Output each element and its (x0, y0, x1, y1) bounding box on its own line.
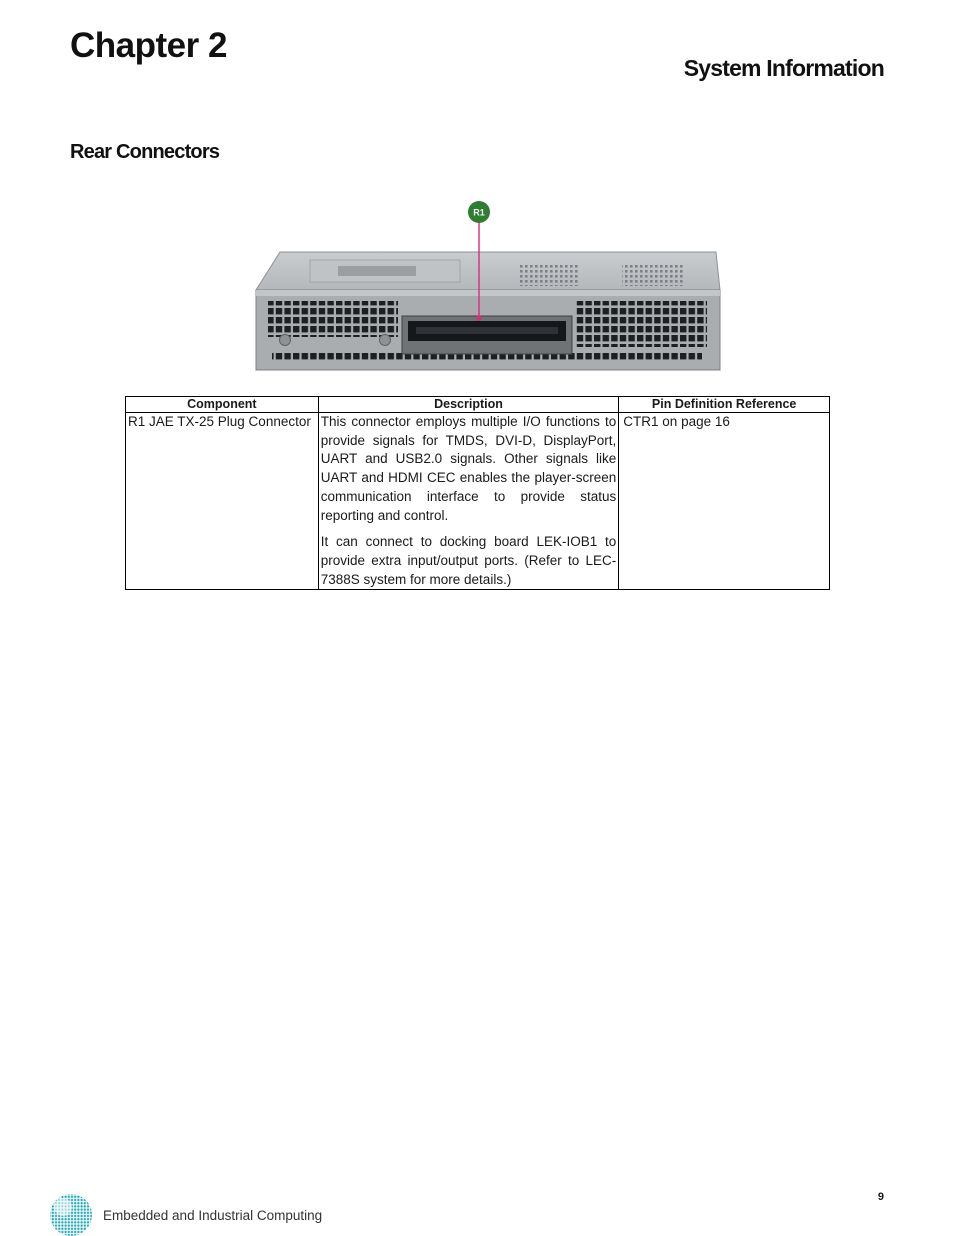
description-cell (318, 413, 619, 590)
footer-tagline: Embedded and Industrial Computing (103, 1208, 323, 1223)
pin-reference-cell: CTR1 on page 16 (619, 413, 830, 590)
subsection-heading: Rear Connectors (70, 141, 220, 163)
page-number: 9 (877, 1191, 884, 1203)
header-pin-reference: Pin Definition Reference (619, 397, 830, 413)
section-title: System Information (683, 55, 884, 81)
table-row (126, 413, 830, 590)
description-paragraph-2: It can connect to docking board LEK-IOB1 to provide extra input/output ports. (Refer to LEC-7388S system for more details.) (320, 534, 617, 587)
header-component: Component (126, 397, 319, 413)
rear-panel-photo (250, 200, 730, 375)
rear-connectors-table (125, 396, 830, 590)
component-cell: R1 JAE TX-25 Plug Connector (126, 413, 319, 590)
table-header-row (126, 397, 830, 413)
callout-r1-label: R1 (473, 207, 485, 218)
description-paragraph-1: This connector employs multiple I/O functions to provide signals for TMDS, DVI-D, DisplayPort, UART and USB2.0 signals. Other signals like UART and HDMI CEC enables the player-screen communication interface to provide status reporting and control. (320, 414, 617, 523)
globe-logo-icon (48, 1192, 94, 1236)
header-description: Description (318, 397, 619, 413)
chapter-title: Chapter 2 (70, 26, 227, 65)
